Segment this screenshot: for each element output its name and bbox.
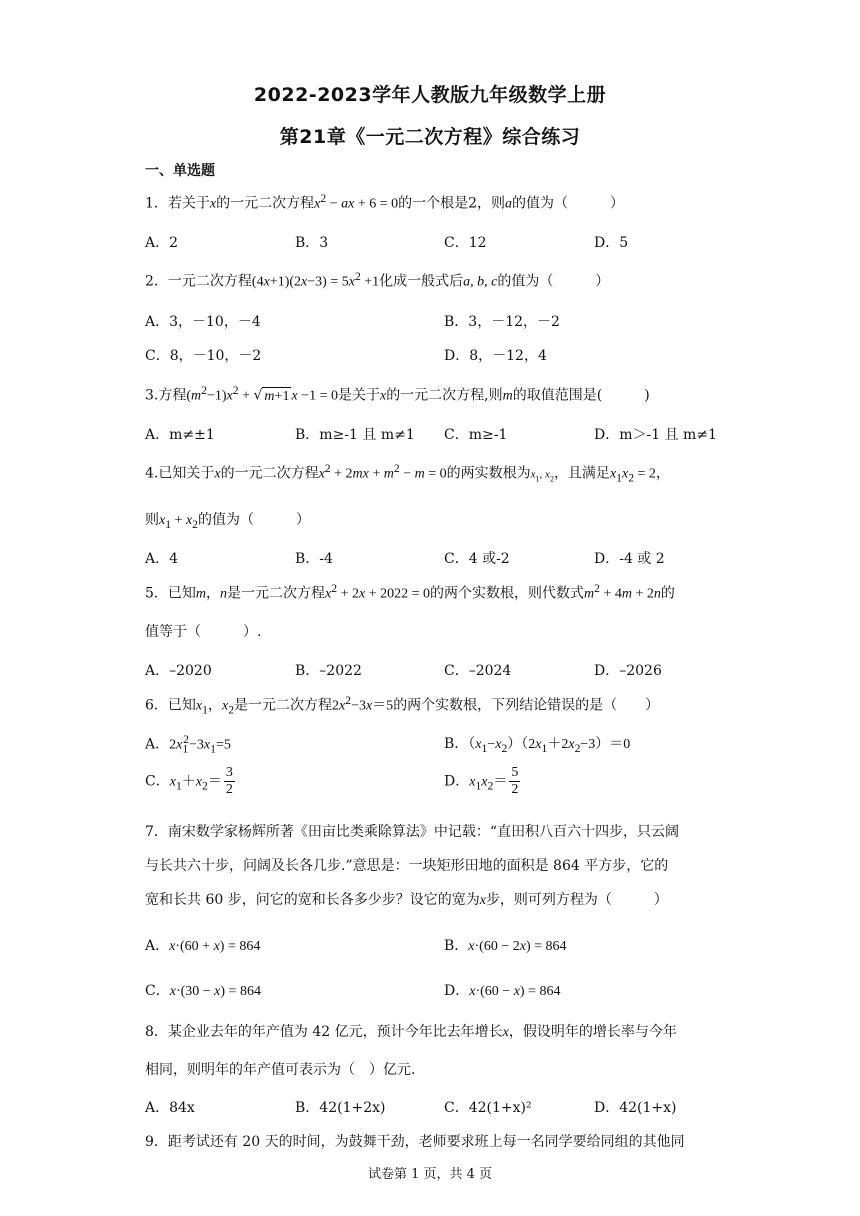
- q5-option-d: D．–2026: [594, 663, 662, 679]
- q1-option-d: D．5: [594, 235, 629, 251]
- page-footer: 试卷第 1 页，共 4 页: [367, 1167, 493, 1182]
- q8-option-d: D．42(1+x): [594, 1100, 677, 1116]
- q2-option-d: D．8，－12，4: [444, 348, 547, 364]
- q8-option-a: A．84x: [145, 1100, 195, 1116]
- q1-option-a: A．2: [145, 235, 179, 251]
- question-1: 1．若关于x的一元二次方程$x^2$ − ax + 6 = 0的一个根是2，则a的值为（ ）: [145, 192, 625, 212]
- q6-option-c: C．$x_1+x_2=$ $\frac{3}{2}$: [145, 765, 233, 797]
- q4-option-d: D．-4 或 2: [594, 551, 665, 567]
- question-4-line-2: 则$x_1 + x_2$的值为（ ）: [145, 512, 310, 531]
- q3-option-a: A．m≠±1: [145, 427, 215, 443]
- q6-option-d: D．$x_1x_2=$ $\frac{5}{2}$: [444, 765, 519, 797]
- q8-option-c: C．42(1+x)²: [444, 1100, 532, 1116]
- q3-option-d: D．m＞-1 且 m≠1: [594, 427, 717, 443]
- q4-option-b: B．-4: [295, 551, 333, 567]
- question-6: 6．已知$x_1$，$x_2$是一元二次方程$2x^2-3x=5$的两个实数根，下列结论错误的是（ ）: [145, 694, 660, 717]
- q3-option-c: C．m≥-1: [444, 427, 508, 443]
- q2-option-b: B．3，－12，－2: [444, 314, 560, 330]
- question-7-line-3: 宽和长共 60 步，问它的宽和长各多少步？设它的宽为x步，则可列方程为（ ）: [145, 892, 668, 908]
- q5-option-c: C．–2024: [444, 663, 512, 679]
- question-9-line-1: 9．距考试还有 20 天的时间，为鼓舞干劲，老师要求班上每一名同学要给同组的其他同: [145, 1134, 685, 1150]
- q7-option-a: A．x·(60 + x) = 864: [145, 938, 261, 954]
- q4-option-c: C．4 或-2: [444, 551, 510, 567]
- q8-option-b: B．42(1+2x): [295, 1100, 386, 1116]
- question-2: 2．一元二次方程$(4x+1)(2x-3) = 5x^2 +1$化成一般式后a, b, c的值为（ ）: [145, 270, 610, 290]
- q2-option-a: A．3，－10，－4: [145, 314, 261, 330]
- q1-option-c: C．12: [444, 235, 487, 251]
- question-5: 5．已知m，n是一元二次方程$x^2 + 2x + 2022 = 0$的两个实数根，则代数式$m^2 + 4m + 2n$的: [145, 582, 675, 602]
- q3-option-b: B．m≥-1 且 m≠1: [295, 427, 415, 443]
- question-3: 3.方程$(m^2-1)x^2$ + √ m+1 x −1 = 0是关于x的一元二次方程,则m的取值范围是( ): [145, 384, 650, 404]
- q1-option-b: B．3: [295, 235, 329, 251]
- question-5-line-2: 值等于（ ）.: [145, 624, 262, 640]
- document-title: 2022-2023学年人教版九年级数学上册: [253, 84, 607, 106]
- q6-option-b: B．$(x_1-x_2)(2x_1+2x_2-3)=0$: [444, 736, 631, 755]
- section-heading: 一、单选题: [145, 163, 215, 179]
- q2-option-c: C．8，－10，－2: [145, 348, 262, 364]
- q7-option-c: C．x·(30 − x) = 864: [145, 983, 261, 999]
- question-7-line-1: 7．南宋数学家杨辉所著《田亩比类乘除算法》中记载：“直田积八百六十四步，只云阔: [145, 824, 680, 840]
- document-subtitle: 第21章《一元二次方程》综合练习: [279, 126, 581, 148]
- question-8-line-2: 相同，则明年的年产值可表示为（ ）亿元.: [145, 1062, 416, 1078]
- question-8-line-1: 8．某企业去年的年产值为 42 亿元，预计今年比去年增长x，假设明年的增长率与今年: [145, 1024, 677, 1040]
- q5-option-b: B．–2022: [295, 663, 362, 679]
- q7-option-b: B．x·(60 − 2x) = 864: [444, 938, 567, 954]
- question-7-line-2: 与长共六十步，问阔及长各几步.”意思是：一块矩形田地的面积是 864 平方步，它的: [145, 858, 669, 874]
- q4-option-a: A．4: [145, 551, 179, 567]
- q7-option-d: D．x·(60 − x) = 864: [444, 983, 561, 999]
- question-4: 4.已知关于x的一元二次方程$x^2 + 2mx + m^2 - m = 0$的两实数根为$x_1$, $x_2$，且满足$x_1x_2 = 2$，: [145, 462, 670, 485]
- q5-option-a: A．–2020: [145, 663, 212, 679]
- q6-option-a: A．$2x_1^2-3x_1=5$: [145, 733, 231, 756]
